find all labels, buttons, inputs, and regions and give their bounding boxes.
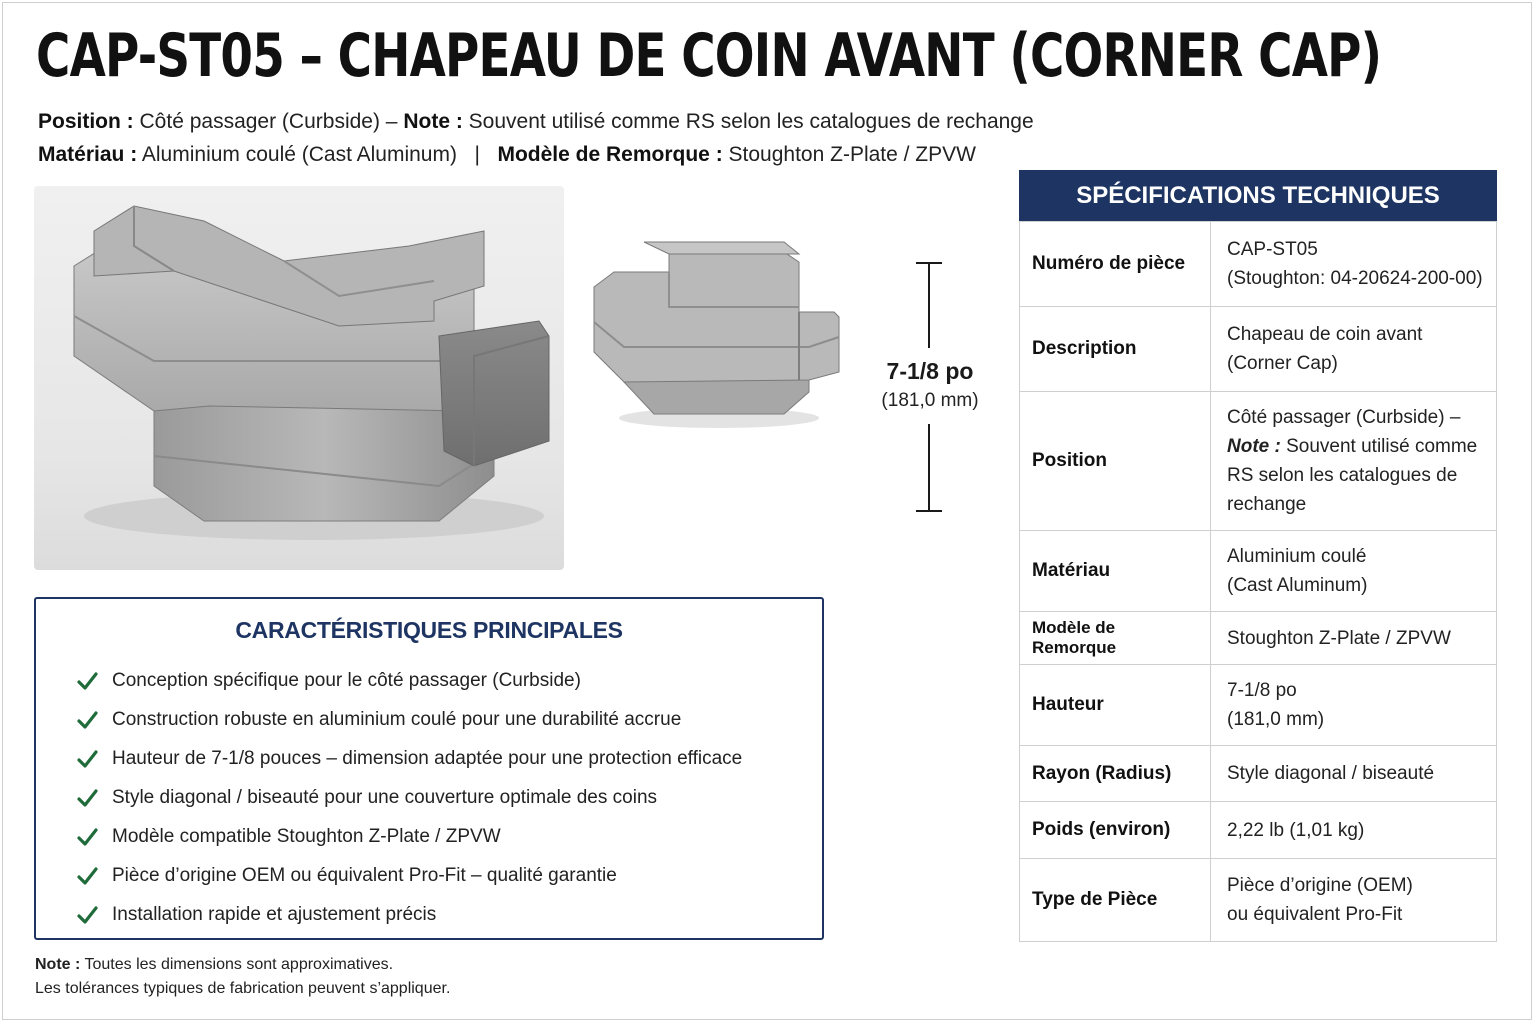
checkmark-icon — [76, 709, 98, 731]
feature-item — [76, 895, 742, 934]
spec-row-position — [1020, 392, 1497, 531]
material-label: Matériau : — [38, 143, 138, 166]
spec-label: Position — [1020, 392, 1211, 531]
checkmark-icon — [76, 826, 98, 848]
footnote-label: Note : — [35, 956, 81, 973]
spec-row-radius — [1020, 746, 1497, 802]
model-value: Stoughton Z-Plate / ZPVW — [728, 143, 976, 166]
page-title: CAP-ST05 – CHAPEAU DE COIN AVANT (CORNER CAP) — [36, 21, 1382, 91]
separator: | — [474, 143, 480, 166]
spec-value-line: Côté passager (Curbside) – — [1227, 407, 1461, 428]
dimension-line-bottom — [928, 424, 930, 512]
feature-text: Conception spécifique pour le côté passager (Curbside) — [112, 669, 581, 691]
footnote — [35, 953, 450, 1001]
footnote-line1: Toutes les dimensions sont approximatives. — [84, 956, 394, 973]
spec-value-line: RS selon les catalogues de — [1227, 465, 1458, 486]
feature-text: Hauteur de 7-1/8 pouces – dimension adaptée pour une protection efficace — [112, 747, 743, 769]
checkmark-icon — [76, 865, 98, 887]
key-features-box — [34, 597, 824, 940]
dimension-height-imperial: 7-1/8 po — [886, 358, 974, 384]
spec-value — [1211, 222, 1497, 307]
spec-value-line: Pièce d’origine (OEM) — [1227, 875, 1413, 896]
subheader-line-position — [38, 108, 1034, 136]
position-value: Côté passager (Curbside) – — [139, 110, 398, 133]
spec-note-label: Note : — [1227, 436, 1281, 457]
feature-text: Pièce d’origine OEM ou équivalent Pro-Fit – qualité garantie — [112, 864, 617, 886]
material-value: Aluminium coulé (Cast Aluminum) — [141, 143, 457, 166]
dimension-cap-bottom — [916, 510, 942, 512]
spec-value-line: rechange — [1227, 494, 1307, 515]
spec-value-line: Aluminium coulé — [1227, 546, 1367, 567]
position-label: Position : — [38, 110, 134, 133]
spec-value — [1211, 859, 1497, 942]
spec-row-part-number — [1020, 222, 1497, 307]
feature-item — [76, 817, 742, 856]
spec-value: 2,22 lb (1,01 kg) — [1211, 802, 1497, 859]
spec-label: Hauteur — [1020, 665, 1211, 746]
feature-item — [76, 778, 742, 817]
spec-value — [1211, 307, 1497, 392]
checkmark-icon — [76, 904, 98, 926]
spec-value: Stoughton Z-Plate / ZPVW — [1211, 612, 1497, 665]
spec-value — [1211, 392, 1497, 531]
feature-text: Modèle compatible Stoughton Z-Plate / ZPVW — [112, 825, 501, 847]
spec-value-line: (181,0 mm) — [1227, 709, 1325, 730]
corner-cap-illustration-small — [584, 232, 844, 432]
corner-cap-illustration-large — [34, 186, 564, 570]
key-features-list — [76, 661, 742, 934]
spec-value — [1211, 531, 1497, 612]
feature-text: Style diagonal / biseauté pour une couverture optimale des coins — [112, 786, 658, 808]
product-photo-small — [584, 232, 844, 432]
footnote-line2: Les tolérances typiques de fabrication peuvent s’appliquer. — [35, 980, 451, 997]
checkmark-icon — [76, 748, 98, 770]
product-photo-large — [34, 186, 564, 570]
spec-label: Modèle de Remorque — [1020, 612, 1211, 665]
spec-value-line: CAP-ST05 — [1227, 239, 1318, 260]
spec-value: Style diagonal / biseauté — [1211, 746, 1497, 802]
subheader-line-material — [38, 141, 976, 169]
spec-label: Matériau — [1020, 531, 1211, 612]
spec-label: Type de Pièce — [1020, 859, 1211, 942]
spec-value-line: ou équivalent Pro-Fit — [1227, 904, 1403, 925]
spec-label: Description — [1020, 307, 1211, 392]
feature-item — [76, 739, 742, 778]
spec-row-part-type — [1020, 859, 1497, 942]
dimension-height-metric: (181,0 mm) — [881, 390, 979, 411]
specs-title: SPÉCIFICATIONS TECHNIQUES — [1019, 170, 1497, 221]
height-dimension — [872, 260, 988, 514]
spec-note-text: Souvent utilisé comme — [1286, 436, 1478, 457]
spec-row-height — [1020, 665, 1497, 746]
model-label: Modèle de Remorque : — [497, 143, 723, 166]
checkmark-icon — [76, 670, 98, 692]
dimension-line-top — [928, 262, 930, 348]
spec-row-weight — [1020, 802, 1497, 859]
feature-item — [76, 661, 742, 700]
spec-label: Rayon (Radius) — [1020, 746, 1211, 802]
key-features-title: CARACTÉRISTIQUES PRINCIPALES — [235, 617, 623, 643]
spec-row-material — [1020, 531, 1497, 612]
note-label: Note : — [403, 110, 463, 133]
feature-text: Installation rapide et ajustement précis — [112, 903, 437, 925]
feature-item — [76, 700, 742, 739]
spec-row-description — [1020, 307, 1497, 392]
feature-text: Construction robuste en aluminium coulé pour une durabilité accrue — [112, 708, 682, 730]
spec-row-trailer-model — [1020, 612, 1497, 665]
spec-value — [1211, 665, 1497, 746]
note-value: Souvent utilisé comme RS selon les catalogues de rechange — [468, 110, 1034, 133]
spec-value-line: (Cast Aluminum) — [1227, 575, 1368, 596]
spec-label: Poids (environ) — [1020, 802, 1211, 859]
spec-value-line: (Stoughton: 04-20624-200-00) — [1227, 268, 1483, 289]
checkmark-icon — [76, 787, 98, 809]
spec-label: Numéro de pièce — [1020, 222, 1211, 307]
spec-value-line: Chapeau de coin avant — [1227, 324, 1423, 345]
spec-value-line: (Corner Cap) — [1227, 353, 1338, 374]
specs-table — [1019, 221, 1497, 942]
spec-value-line: 7-1/8 po — [1227, 680, 1297, 701]
feature-item — [76, 856, 742, 895]
